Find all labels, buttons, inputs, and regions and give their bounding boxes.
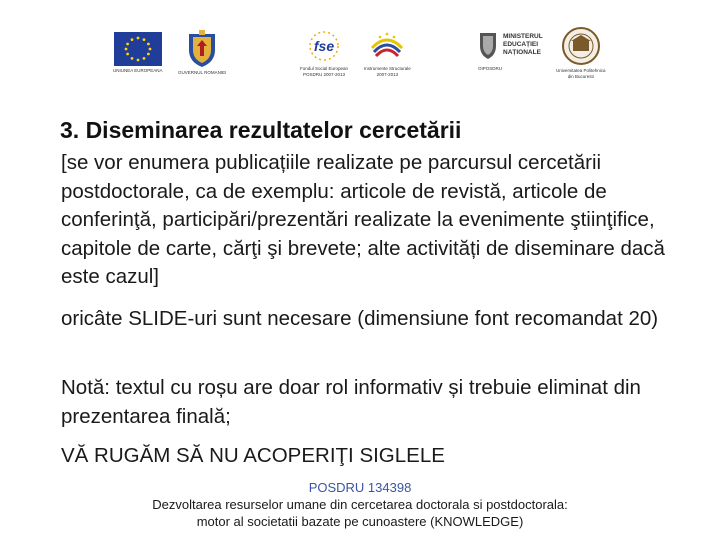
project-footer: [80, 479, 640, 530]
eu-logo: [113, 32, 163, 74]
upb-caption-line-1: Universitatea Politehnica: [556, 68, 606, 73]
structural-instruments-caption-2: 2007-2013: [376, 72, 399, 77]
eu-caption: UNIUNEA EUROPEANA: [113, 68, 163, 73]
romanian-coat-of-arms-icon: [185, 30, 219, 68]
ministry-logo-mark: [478, 30, 543, 60]
ministry-logo: [478, 30, 543, 72]
upb-seal-icon: [559, 26, 603, 66]
structural-instruments-icon: [364, 28, 410, 64]
fse-logo-text: fse: [313, 38, 335, 54]
ministry-name: [503, 33, 543, 57]
project-title-line-2: motor al societatii bazate pe cunoastere (KNOWLEDGE): [196, 514, 524, 529]
ministry-caption: OIPOSDRU: [478, 66, 503, 71]
ministry-name-line-2: EDUCAȚIEI: [503, 41, 539, 48]
ministry-name-line-3: NAȚIONALE: [503, 49, 541, 56]
upb-logo: [556, 26, 606, 80]
structural-instruments-logo: [364, 28, 411, 78]
fse-caption-line-1: Fondul Social European: [300, 66, 349, 71]
instructions-paragraph: [se vor enumera publicațiile realizate pe parcursul cercetării postdoctorale, ca de exemplu: articole de revistă, articole de conferinţă, participări/prezentări realizate la evenimente ştiinţifice, capitole de carte, cărţi şi brevete; alte activități de diseminare dacă este cazul]: [61, 151, 665, 288]
logo-strip: [0, 22, 720, 92]
project-title-line-1: Dezvoltarea resurselor umane din cercetarea doctorala si postdoctorala:: [152, 497, 568, 512]
logo-warning: VĂ RUGĂM SĂ NU ACOPERIŢI SIGLELE: [61, 444, 445, 467]
government-caption: GUVERNUL ROMANIEI: [178, 70, 227, 75]
upb-caption-line-2: din Bucuresti: [567, 74, 594, 79]
fse-star-icon: [304, 28, 344, 64]
slide-title: 3. Diseminarea rezultatelor cercetării: [60, 117, 462, 143]
slide-count-note: oricâte SLIDE-uri sunt necesare (dimensiune font recomandat 20): [61, 307, 659, 330]
ministry-crest-icon: [478, 30, 498, 60]
fse-caption-line-2: POSDRU 2007-2013: [303, 72, 346, 77]
ministry-name-line-1: MINISTERUL: [503, 33, 543, 40]
eu-flag-icon: [114, 32, 162, 66]
structural-instruments-caption-1: Instrumente Structurale: [364, 66, 411, 71]
government-logo: [178, 30, 226, 76]
fse-logo: [300, 28, 348, 78]
red-text-note: Notă: textul cu roșu are doar rol informativ și trebuie eliminat din prezentarea finală;: [61, 376, 641, 428]
project-code: POSDRU 134398: [308, 480, 412, 495]
